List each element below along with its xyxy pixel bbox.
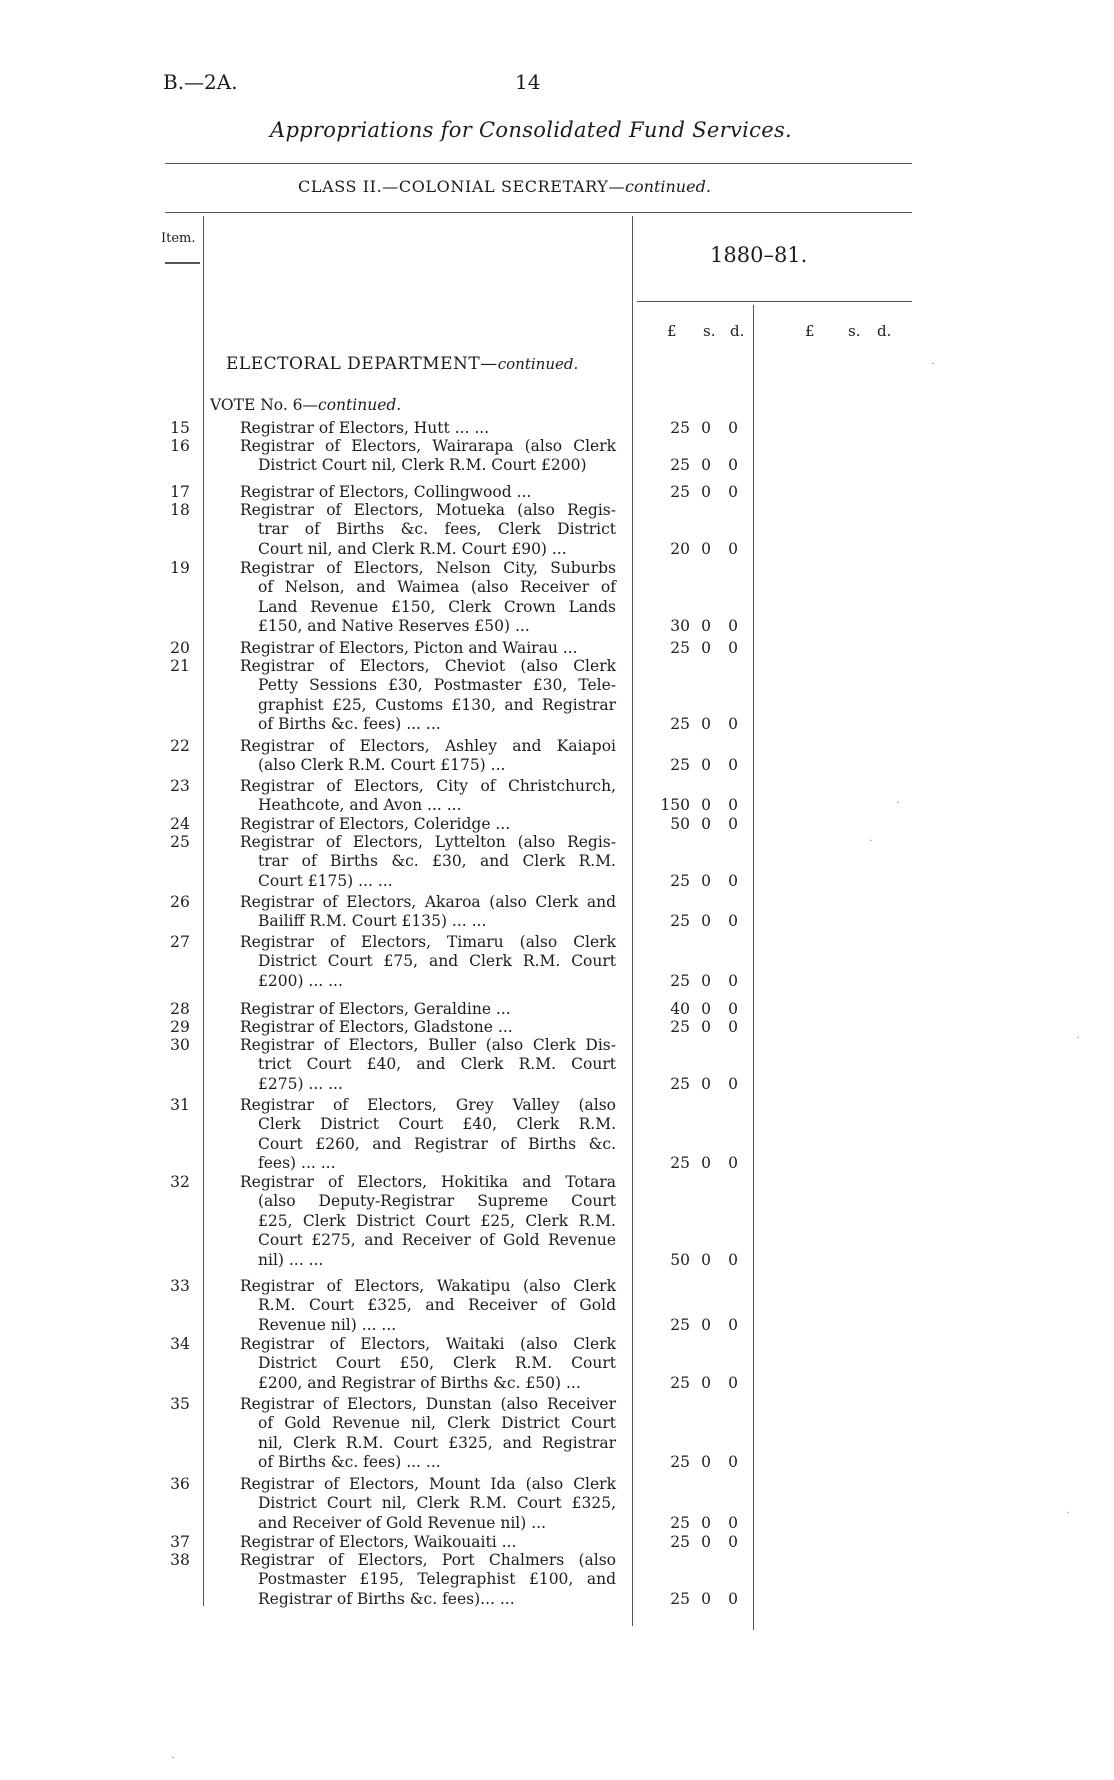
item-description (240, 1395, 616, 1473)
column-divider-amount (753, 305, 754, 1630)
item-number: 30 (170, 1036, 190, 1054)
item-description-line: Registrar of Electors, Lyttelton (also Regis- (240, 833, 616, 851)
class-heading (298, 177, 711, 196)
item-description-line: Registrar of Electors, Wakatipu (also Clerk (240, 1277, 616, 1295)
amount-pence: 0 (728, 483, 738, 501)
item-description-line: (also Deputy-Registrar Supreme Court (258, 1192, 616, 1211)
item-description-line: Registrar of Electors, Geraldine ... (240, 1000, 511, 1018)
amount-pounds: 25 (670, 1533, 690, 1551)
item-description-line: District Court £75, and Clerk R.M. Court (258, 952, 616, 971)
item-description-line: fees) ... ... (258, 1154, 336, 1173)
amount-pounds: 50 (670, 1250, 690, 1269)
item-description (240, 1551, 616, 1609)
amount-shillings: 0 (701, 912, 711, 931)
amount-pounds: 25 (670, 1074, 690, 1093)
pence-header-1: d. (730, 322, 745, 340)
amount-pence: 0 (728, 617, 738, 636)
item-description-line: (also Clerk R.M. Court £175) ... (258, 756, 506, 775)
amount-shillings: 0 (701, 1250, 711, 1269)
item-description (240, 1277, 616, 1335)
item-number: 34 (170, 1335, 190, 1353)
item-description-line: of Births &c. fees) ... ... (258, 1453, 441, 1472)
amount-shillings: 0 (701, 796, 711, 815)
pounds-header-2: £ (805, 322, 815, 340)
item-number: 24 (170, 815, 190, 833)
item-number: 16 (170, 437, 190, 455)
amount-pence: 0 (728, 1074, 738, 1093)
department-heading (226, 354, 578, 374)
amount-pounds: 25 (670, 971, 690, 990)
item-description-line: of Births &c. fees) ... ... (258, 715, 441, 734)
item-description-line: Registrar of Electors, Mount Ida (also Clerk (240, 1475, 616, 1493)
amount-pence: 0 (728, 1373, 738, 1392)
item-description-line: Heathcote, and Avon ... ... (258, 796, 462, 815)
item-description-line: Bailiff R.M. Court £135) ... ... (258, 912, 487, 931)
item-number: 18 (170, 501, 190, 519)
department-heading-main: ELECTORAL DEPARTMENT— (226, 354, 498, 374)
amount-shillings: 0 (701, 639, 711, 657)
item-number: 19 (170, 559, 190, 577)
item-description-line: District Court £50, Clerk R.M. Court (258, 1354, 616, 1373)
amount-shillings: 0 (701, 715, 711, 734)
item-description-line: Registrar of Electors, Waitaki (also Clerk (240, 1335, 616, 1353)
scan-speck: ˙ (170, 1755, 176, 1769)
item-number: 29 (170, 1018, 190, 1036)
amount-shillings: 0 (701, 1513, 711, 1532)
amount-pounds: 30 (670, 617, 690, 636)
amount-pence: 0 (728, 1589, 738, 1608)
item-description-line: Land Revenue £150, Clerk Crown Lands (258, 597, 616, 616)
amount-pounds: 25 (670, 1513, 690, 1532)
amount-pence: 0 (728, 715, 738, 734)
item-description (240, 1000, 616, 1019)
amount-pence: 0 (728, 871, 738, 890)
item-number: 22 (170, 737, 190, 755)
amount-pounds: 50 (670, 815, 690, 833)
item-description-line: R.M. Court £325, and Receiver of Gold (258, 1296, 616, 1315)
item-number: 38 (170, 1551, 190, 1569)
item-description (240, 1036, 616, 1094)
item-description (240, 893, 616, 932)
vote-heading-continued: continued. (318, 396, 402, 414)
item-description-line: Registrar of Electors, Grey Valley (also (240, 1096, 616, 1114)
amount-pence: 0 (728, 796, 738, 815)
item-number: 33 (170, 1277, 190, 1295)
amount-pence: 0 (728, 1154, 738, 1173)
item-number: 31 (170, 1096, 190, 1114)
item-description-line: District Court nil, Clerk R.M. Court £200) (258, 456, 587, 475)
amount-pounds: 25 (670, 1373, 690, 1392)
item-number: 21 (170, 657, 190, 675)
item-description-line: Petty Sessions £30, Postmaster £30, Tele- (258, 676, 616, 695)
item-description-line: Court nil, and Clerk R.M. Court £90) ... (258, 539, 567, 558)
item-description-line: £200, and Registrar of Births &c. £50) ... (258, 1373, 581, 1392)
class-heading-main: CLASS II.—COLONIAL SECRETARY— (298, 177, 626, 196)
item-description (240, 639, 616, 658)
amount-shillings: 0 (701, 419, 711, 437)
item-description-line: Registrar of Electors, Gladstone ... (240, 1018, 513, 1036)
amount-shillings: 0 (701, 1000, 711, 1018)
table-top-rule (165, 212, 912, 213)
amount-pence: 0 (728, 912, 738, 931)
amount-pence: 0 (728, 1453, 738, 1472)
item-number: 25 (170, 833, 190, 851)
amount-pounds: 25 (670, 756, 690, 775)
pence-header-2: d. (877, 322, 892, 340)
amount-pounds: 25 (670, 1018, 690, 1036)
vote-heading-main: VOTE No. 6— (210, 396, 319, 414)
page-title: Appropriations for Consolidated Fund Services. (270, 118, 793, 142)
item-description-line: District Court nil, Clerk R.M. Court £325, (258, 1494, 616, 1513)
amount-pounds: 25 (670, 1154, 690, 1173)
amount-pence: 0 (728, 1533, 738, 1551)
year-heading: 1880–81. (710, 243, 808, 267)
item-description (240, 1096, 616, 1174)
item-description-line: Registrar of Electors, Hutt ... ... (240, 419, 490, 437)
year-underline (637, 301, 912, 302)
item-description-line: Registrar of Electors, Waikouaiti ... (240, 1533, 517, 1551)
item-description (240, 419, 616, 438)
item-description-line: nil, Clerk R.M. Court £325, and Registrar (258, 1433, 616, 1452)
item-description-line: of Nelson, and Waimea (also Receiver of (258, 578, 616, 597)
amount-pence: 0 (728, 1513, 738, 1532)
item-description-line: Registrar of Electors, Akaroa (also Clerk and (240, 893, 616, 911)
item-description (240, 1018, 616, 1037)
item-description-line: Registrar of Electors, Buller (also Clerk Dis- (240, 1036, 616, 1054)
item-description-line: graphist £25, Customs £130, and Registrar (258, 695, 616, 714)
scan-speck: ˙ (895, 800, 901, 814)
item-number: 17 (170, 483, 190, 501)
document-reference: B.—2A. (163, 70, 238, 94)
item-number: 15 (170, 419, 190, 437)
amount-shillings: 0 (701, 1453, 711, 1472)
item-description (240, 501, 616, 559)
amount-pounds: 150 (660, 796, 690, 815)
item-description-line: and Receiver of Gold Revenue nil) ... (258, 1513, 546, 1532)
item-description-line: Registrar of Electors, City of Christchurch, (240, 777, 616, 795)
item-description-line: of Gold Revenue nil, Clerk District Court (258, 1414, 616, 1433)
item-description-line: Court £260, and Registrar of Births &c. (258, 1134, 616, 1153)
class-heading-continued: continued. (625, 177, 711, 196)
item-description (240, 833, 616, 891)
scan-speck: ˙ (868, 838, 874, 852)
amount-pounds: 25 (670, 1589, 690, 1608)
item-number: 23 (170, 777, 190, 795)
item-description-line: £275) ... ... (258, 1074, 343, 1093)
amount-pounds: 25 (670, 912, 690, 931)
item-description-line: £25, Clerk District Court £25, Clerk R.M. (258, 1211, 616, 1230)
amount-shillings: 0 (701, 871, 711, 890)
item-number: 28 (170, 1000, 190, 1018)
amount-shillings: 0 (701, 456, 711, 475)
item-description-line: trict Court £40, and Clerk R.M. Court (258, 1055, 616, 1074)
item-description-line: Registrar of Electors, Cheviot (also Clerk (240, 657, 616, 675)
item-description (240, 1173, 616, 1270)
amount-shillings: 0 (701, 483, 711, 501)
item-number: 26 (170, 893, 190, 911)
item-description-line: Registrar of Electors, Timaru (also Clerk (240, 933, 616, 951)
amount-shillings: 0 (701, 539, 711, 558)
amount-pence: 0 (728, 1018, 738, 1036)
item-description-line: Registrar of Electors, Picton and Wairau ... (240, 639, 578, 657)
item-description-line: Registrar of Electors, Dunstan (also Receiver (240, 1395, 616, 1413)
amount-pounds: 20 (670, 539, 690, 558)
item-header-underline (165, 262, 200, 264)
amount-pence: 0 (728, 539, 738, 558)
amount-shillings: 0 (701, 756, 711, 775)
vote-heading (210, 396, 401, 414)
scan-speck: ˙ (1075, 1035, 1081, 1049)
item-description-line: Registrar of Electors, Coleridge ... (240, 815, 511, 833)
item-description-line: Registrar of Electors, Collingwood ... (240, 483, 532, 501)
item-description (240, 437, 616, 476)
item-description-line: nil) ... ... (258, 1250, 324, 1269)
item-number: 36 (170, 1475, 190, 1493)
item-description (240, 1335, 616, 1393)
amount-pounds: 40 (670, 1000, 690, 1018)
item-description-line: Registrar of Electors, Nelson City, Suburbs (240, 559, 616, 577)
amount-shillings: 0 (701, 617, 711, 636)
title-rule (165, 163, 912, 164)
amount-shillings: 0 (701, 971, 711, 990)
item-description (240, 1533, 616, 1552)
item-description-line: Court £275, and Receiver of Gold Revenue (258, 1231, 616, 1250)
scan-speck: ˙ (930, 361, 936, 375)
amount-pounds: 25 (670, 1453, 690, 1472)
page-number: 14 (515, 70, 541, 94)
item-number: 20 (170, 639, 190, 657)
amount-pence: 0 (728, 1315, 738, 1334)
amount-pounds: 25 (670, 483, 690, 501)
amount-pence: 0 (728, 456, 738, 475)
item-description-line: Registrar of Electors, Hokitika and Totara (240, 1173, 616, 1191)
amount-shillings: 0 (701, 815, 711, 833)
amount-shillings: 0 (701, 1074, 711, 1093)
column-divider-item (203, 216, 204, 1606)
scan-speck: ˙ (1065, 1510, 1071, 1524)
amount-pence: 0 (728, 756, 738, 775)
amount-pounds: 25 (670, 871, 690, 890)
amount-pence: 0 (728, 639, 738, 657)
item-number: 27 (170, 933, 190, 951)
amount-pence: 0 (728, 971, 738, 990)
shillings-header-1: s. (703, 322, 716, 340)
amount-pounds: 25 (670, 456, 690, 475)
item-description (240, 737, 616, 776)
item-description (240, 559, 616, 637)
item-description-line: trar of Births &c. fees, Clerk District (258, 520, 616, 539)
item-description (240, 933, 616, 991)
item-description (240, 483, 616, 502)
item-number: 37 (170, 1533, 190, 1551)
item-description-line: £150, and Native Reserves £50) ... (258, 617, 530, 636)
item-column-header: Item. (161, 231, 196, 246)
item-description-line: Postmaster £195, Telegraphist £100, and (258, 1570, 616, 1589)
amount-pounds: 25 (670, 1315, 690, 1334)
amount-pence: 0 (728, 419, 738, 437)
item-description (240, 1475, 616, 1533)
item-number: 32 (170, 1173, 190, 1191)
column-divider-desc (632, 216, 633, 1626)
amount-pence: 0 (728, 1000, 738, 1018)
item-description (240, 657, 616, 735)
amount-shillings: 0 (701, 1018, 711, 1036)
pounds-header-1: £ (667, 322, 677, 340)
item-description-line: Court £175) ... ... (258, 871, 393, 890)
amount-pounds: 25 (670, 419, 690, 437)
amount-shillings: 0 (701, 1589, 711, 1608)
item-description-line: Clerk District Court £40, Clerk R.M. (258, 1115, 616, 1134)
item-description-line: Registrar of Electors, Port Chalmers (also (240, 1551, 616, 1569)
amount-pence: 0 (728, 1250, 738, 1269)
item-description-line: trar of Births &c. £30, and Clerk R.M. (258, 852, 616, 871)
amount-shillings: 0 (701, 1373, 711, 1392)
amount-shillings: 0 (701, 1154, 711, 1173)
item-description-line: Registrar of Electors, Wairarapa (also Clerk (240, 437, 616, 455)
shillings-header-2: s. (848, 322, 861, 340)
item-description-line: Revenue nil) ... ... (258, 1315, 397, 1334)
item-description-line: Registrar of Electors, Motueka (also Regis- (240, 501, 616, 519)
item-description-line: Registrar of Electors, Ashley and Kaiapoi (240, 737, 616, 755)
amount-pounds: 25 (670, 715, 690, 734)
amount-shillings: 0 (701, 1315, 711, 1334)
item-description (240, 777, 616, 816)
amount-shillings: 0 (701, 1533, 711, 1551)
item-description (240, 815, 616, 834)
department-heading-continued: continued. (497, 355, 579, 373)
item-description-line: £200) ... ... (258, 971, 343, 990)
amount-pence: 0 (728, 815, 738, 833)
item-number: 35 (170, 1395, 190, 1413)
amount-pounds: 25 (670, 639, 690, 657)
item-description-line: Registrar of Births &c. fees)... ... (258, 1589, 515, 1608)
